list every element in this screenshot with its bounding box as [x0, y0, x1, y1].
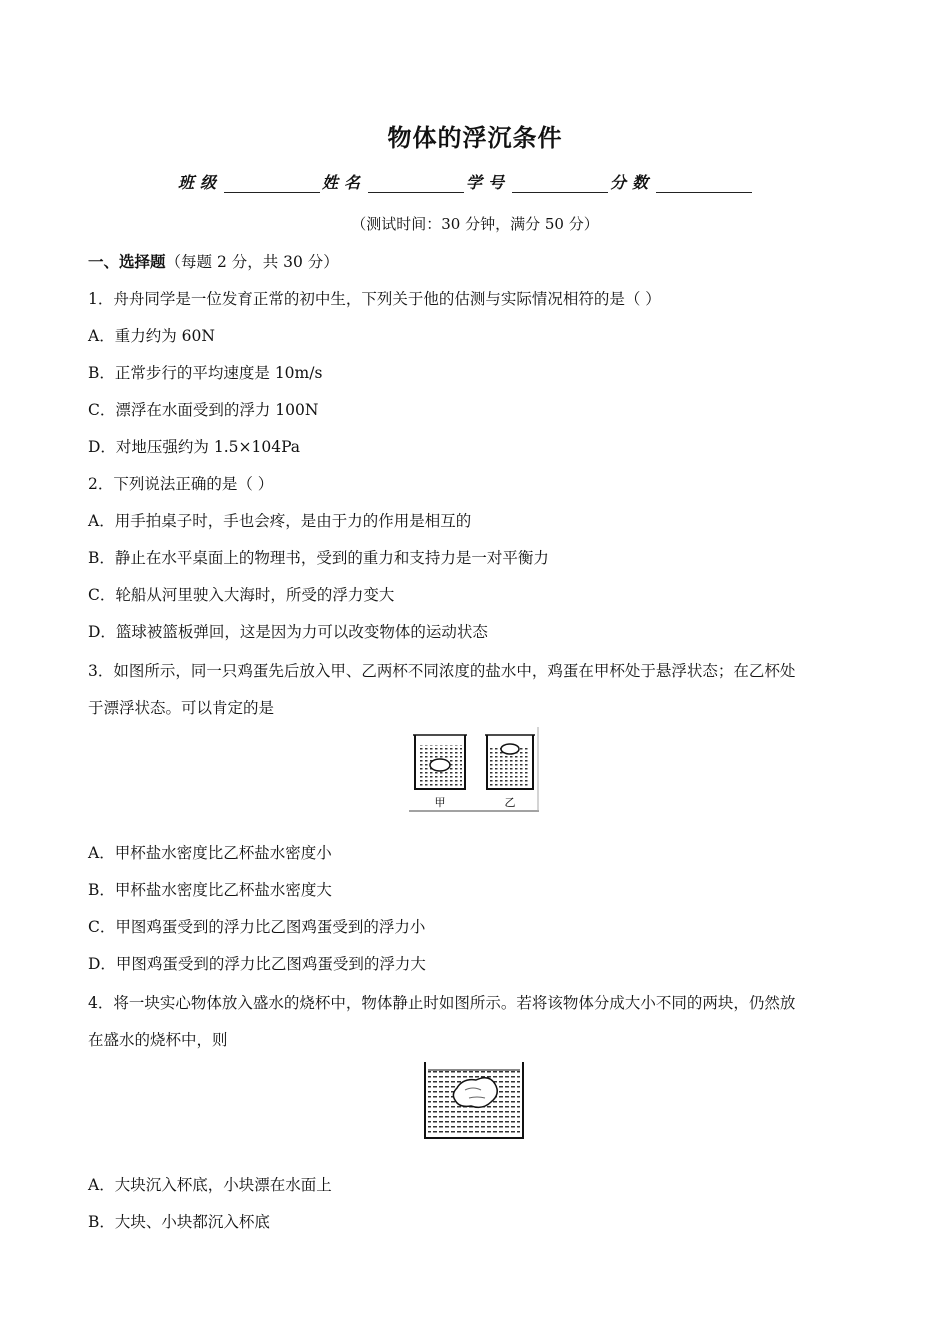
test-note: （测试时间：30 分钟，满分 50 分） [351, 215, 599, 233]
student-info-row [178, 170, 754, 193]
option-2a: A．用手拍桌子时，手也会疼，是由于力的作用是相互的 [88, 512, 472, 530]
option-3a: A．甲杯盐水密度比乙杯盐水密度小 [88, 844, 332, 862]
class-blank [224, 174, 320, 193]
option-2b: B．静止在水平桌面上的物理书，受到的重力和支持力是一对平衡力 [88, 549, 549, 567]
section-heading [88, 250, 339, 272]
question-3-line1: 3．如图所示，同一只鸡蛋先后放入甲、乙两杯不同浓度的盐水中，鸡蛋在甲杯处于悬浮状态；在乙杯处 [88, 662, 796, 680]
name-blank [368, 174, 464, 193]
section-title: 一、选择题 [88, 253, 166, 271]
option-2d: D．篮球被篮板弹回，这是因为力可以改变物体的运动状态 [88, 623, 488, 641]
option-4a: A．大块沉入杯底，小块漂在水面上 [88, 1176, 332, 1194]
option-4b: B．大块、小块都沉入杯底 [88, 1213, 270, 1231]
page-title: 物体的浮沉条件 [387, 124, 563, 152]
option-3b: B．甲杯盐水密度比乙杯盐水密度大 [88, 881, 332, 899]
score-label: 分数 [610, 173, 655, 192]
solid-in-water-drawing [421, 1060, 529, 1144]
beakers-drawing [409, 727, 539, 812]
option-1a: A．重力约为 60N [88, 327, 215, 345]
option-3c: C．甲图鸡蛋受到的浮力比乙图鸡蛋受到的浮力小 [88, 918, 426, 936]
id-label: 学号 [466, 173, 511, 192]
solid-in-water-figure [421, 1060, 529, 1144]
id-blank [512, 174, 608, 193]
beaker-label-yi: 乙 [504, 796, 516, 809]
score-blank [656, 174, 752, 193]
option-1c: C．漂浮在水面受到的浮力 100N [88, 401, 319, 419]
option-1d: D．对地压强约为 1.5×104Pa [88, 438, 301, 456]
name-label: 姓名 [322, 173, 367, 192]
option-2c: C．轮船从河里驶入大海时，所受的浮力变大 [88, 586, 395, 604]
question-4-line1: 4．将一块实心物体放入盛水的烧杯中，物体静止时如图所示。若将该物体分成大小不同的两块，仍然放 [88, 994, 796, 1012]
question-4-line2: 在盛水的烧杯中，则 [88, 1031, 228, 1049]
beakers-figure [409, 727, 539, 812]
question-2: 2．下列说法正确的是（ ） [88, 475, 274, 493]
question-1: 1．舟舟同学是一位发育正常的初中生，下列关于他的估测与实际情况相符的是（ ） [88, 290, 661, 308]
beaker-label-jia: 甲 [434, 796, 446, 809]
section-detail: （每题 2 分，共 30 分） [165, 253, 339, 271]
question-3-line2: 于漂浮状态。可以肯定的是 [88, 699, 275, 717]
class-label: 班级 [178, 173, 223, 192]
option-1b: B．正常步行的平均速度是 10m/s [88, 364, 323, 382]
option-3d: D．甲图鸡蛋受到的浮力比乙图鸡蛋受到的浮力大 [88, 955, 426, 973]
